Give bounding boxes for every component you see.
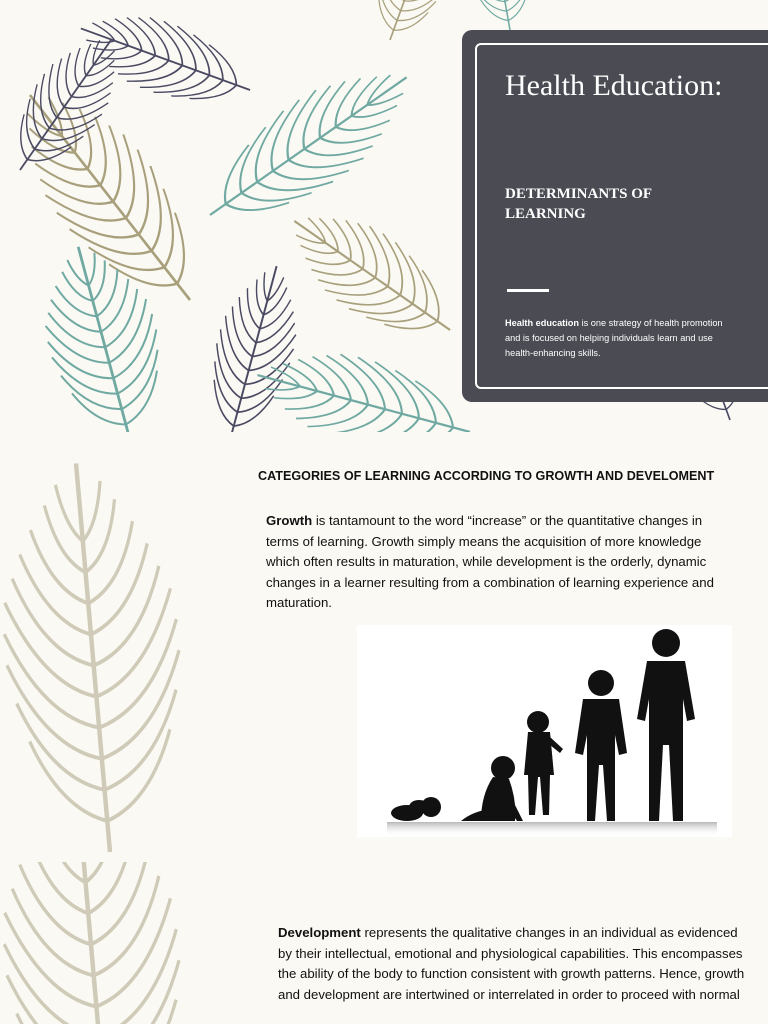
growth-term: Growth (266, 513, 313, 528)
feather-navy-top (69, 0, 262, 123)
feather-teal-right (246, 333, 481, 432)
development-paragraph (278, 923, 748, 1005)
feather-khaki-left (0, 64, 230, 332)
baby-silhouette (391, 797, 441, 821)
growth-text: is tantamount to the word “increase” or the quantitative changes in terms of learning. Growth simply means the acquisition of more knowledge which often results in maturation, while development is the orderly, dynamic changes in a learner resulting from a combination of learning experience and maturation. (266, 513, 714, 610)
description-term: Health education (505, 318, 580, 328)
youth-silhouette (575, 670, 627, 821)
adult-silhouette (637, 629, 695, 821)
floor-reflection (387, 822, 717, 836)
development-text: represents the qualitative changes in an individual as evidenced by their intellectual, emotional and physiological capabilities. This encompasses the ability of the body to function consistent with growth patterns. Hence, growth and development are intertwined or interrelated in order to proceed with normal (278, 925, 745, 1002)
section-heading: CATEGORIES OF LEARNING ACCORDING TO GROWTH AND DEVELOMENT (258, 469, 715, 483)
toddler-silhouette (461, 756, 523, 821)
growth-silhouette-image (357, 625, 732, 837)
growth-slide (0, 432, 768, 862)
feather-khaki-right (271, 188, 473, 363)
development-slide (0, 862, 768, 1024)
title-slide (0, 0, 768, 432)
description-text: is one strategy of health promotion and is focused on helping individuals learn and use health-enhancing skills. (505, 318, 723, 358)
feather-teal-bottom (26, 233, 182, 432)
child-silhouette (524, 711, 563, 815)
silhouette-illustration (357, 625, 732, 837)
feather-beige-illustration-2 (0, 862, 260, 1024)
feather-beige-illustration (0, 432, 260, 862)
feather-khaki-top (360, 0, 465, 51)
page-subtitle: DETERMINANTS OF LEARNING (505, 186, 652, 222)
page-title: Health Education: (505, 69, 723, 102)
title-description (505, 316, 735, 361)
title-divider (507, 289, 549, 292)
feather-navy-bottom (193, 256, 313, 432)
development-term: Development (278, 925, 361, 940)
growth-paragraph (266, 511, 726, 614)
